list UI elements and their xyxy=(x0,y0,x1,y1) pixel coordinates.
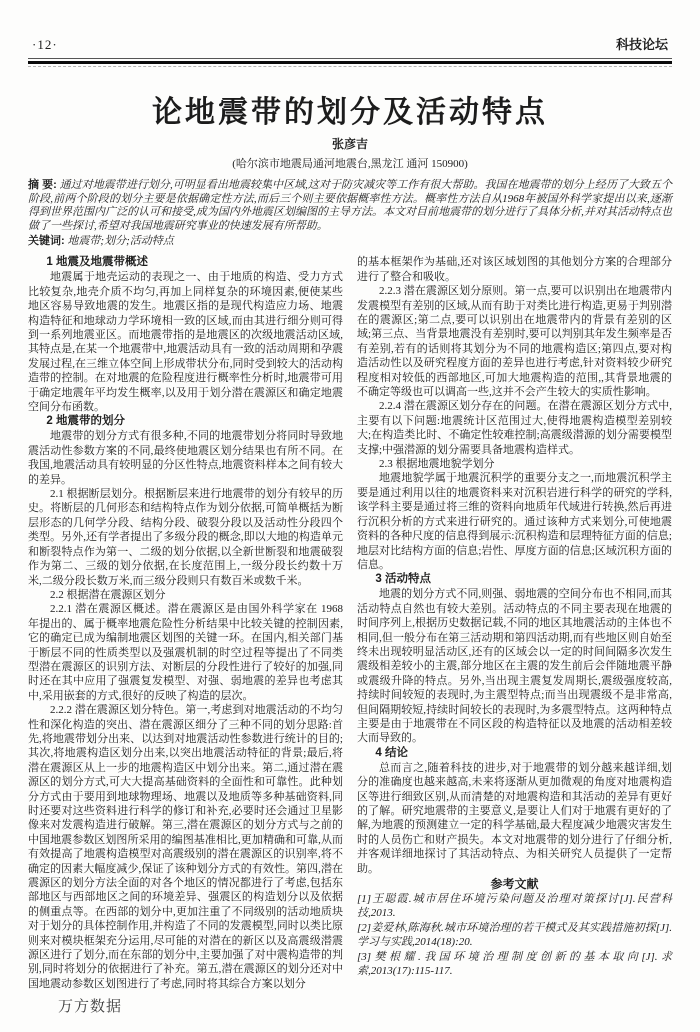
reference-item-2: [2]姜爱林,陈海秋.城市环境治理的若干模式及其实践措施初探[J].学习与实践,2014(18):20. xyxy=(357,921,672,949)
paragraph-continuation: 的基本框架作为基础,还对该区域划图的其他划分方案的合理部分进行了整合和吸收。 xyxy=(357,256,672,283)
section-heading-2: 2 地震带的划分 xyxy=(46,415,125,428)
paragraph-2-2-2: 2.2.2 潜在震源区划分特色。第一,考虑到对地震活动的不均匀性和深化构造的突出、潜在震源区细分了三种不同的划分思路:首先,将地震带划分出来、以达到对地震活动性参数进行统计的目的;其次,将地震构造区划分出来,以突出地震活动特征的背景;最后,将潜在震源区从上一步的地震构造区中划分出来。第二,通过潜在震源区的划分方式,可大大提高基础资料的全面性和可靠性。此种划分方式由于要用到地球物理场、地震以及地质等多种基础资料,同时还要对这些资料进行科学的修订和补充,必要时还会通过卫星影像来对发震构造进行破解。第三,潜在震源区的划分方式与之前的中国地震参数区划图所采用的编图基准相比,更加精确和可靠,从而有效提高了地震构造模型对高震级别的潜在震源区的识别率,将不确定的因素大幅度减少,保证了该种划分方式的有效性。第四,潜在震源区的划分方法全面的对各个地区的情况都进行了考虑,包括东部地区与西部地区之间的环境差异、强震区的构造划分以及依据的侧重点等。在西部的划分中,更加注重了不同级别的活动地质块对于划分的具体控制作用,并构造了不同的发震模型,同时以类比原则来对模块框架充分运用,尽可能的对潜在的新区以及高震级潜震源区进行了划分,而在东部的划分中,主要加强了对中震构造带的判别,同时将划分的依据进行了补充。第五,潜在震源区的划分还对中国地震动参数区划图进行了考虑,同时将其综合方案以划分 xyxy=(28,704,343,990)
references-heading: 参考文献 xyxy=(490,877,539,892)
paragraph: 地震带的划分方式有很多种,不同的地震带划分将同时导致地震活动性参数方案的不同,最终使地震区划分结果也有所不同。在我国,地震活动具有较明显的分区性特点,地震资料样本之间有较大的差异。 xyxy=(28,430,343,486)
paragraph-2-1: 2.1 根据断层划分。根据断层来进行地震带的划分有较早的历史。将断层的几何形态和结构特点作为划分依据,可简单概括为断层形态的几何学分段、结构分段、破裂分段以及活动性分段四个类型。另外,还有学者提出了多级分段的概念,即以大地的构造单元和断裂特点作为第一、二级的划分依据,以全新世断裂和地震破裂作为第二、三级的划分依据,在长度范围上,一级分段长约数十万米,二级分段长数万米,而三级分段则只有数百米或数千米。 xyxy=(28,488,343,587)
paragraph-2-2-3: 2.2.3 潜在震源区划分原则。第一点,要可以识别出在地震带内发震模型有差别的区域,从而有助于对类比进行构造,更易于判别潜在的震源区;第二点,要可以识别出在地震带内的背景有差别的区域;第三点、当背景地震没有差别时,要可以判别其年发生频率是否有差别,若有的话则将其划分为不同的地震构造区;第四点,要对构造活动性以及研究程度方面的差异也进行考虑,针对资料较少研究程度相对较低的西部地区,可加大地震构造的范围,,其背景地震的不确定等级也可以调高一些,这并不会产生较大的实质性影响。 xyxy=(357,285,672,399)
page-header xyxy=(28,34,672,58)
paragraph: 地震地貌学属于地震沉积学的重要分支之一,而地震沉积学主要是通过利用以往的地震资料来对沉积岩进行科学的研究的学科,该学科主要是通过将三维的资料向地质年代域进行转换,然后再进行沉积分析的方式来进行研究的。通过该种方式来划分,可使地震资料的各种尺度的信息得到展示:沉积构造和层理特征方面的信息;地层对比结构方面的信息;岩性、厚度方面的信息;区域沉积方面的信息。 xyxy=(357,472,672,571)
subsection-line-2-3: 2.3 根据地震地貌学划分 xyxy=(379,458,495,471)
left-column xyxy=(28,255,343,991)
abstract-label: 摘 要: xyxy=(28,179,57,191)
page-number: ·12· xyxy=(32,37,58,52)
paragraph: 地震的划分方式不同,则强、弱地震的空间分布也不相同,而其活动特点自然也有较大差别。活动特点的不同主要表现在地震的时间序列上,根据历史数据记载,不同的地区其地震活动的主体也不相同,但一般分布在第三活动期和第四活动期,而有些地区则自始至终未出现较明显活动区,还有的区域会以一定的时间间隔多次发生震级相差较小的主震,部分地区在主震的发生前后会伴随地震平静或震级升降的特点。另外,当出现主震复发周期长,震级强度较高,持续时间较短的表现时,为主震型特点;而当出现震级不是非常高,但间隔期较短,持续时间较长的表现时,为多震型特点。这两种特点主要是由于地震带在不同区段的构造特征以及地震的活动相差较大而导致的。 xyxy=(357,588,672,745)
right-column xyxy=(357,255,672,991)
author-name: 张彦吉 xyxy=(331,137,368,151)
subsection-line-2-2: 2.2 根据潜在震源区划分 xyxy=(50,588,166,601)
section-heading-4: 4 结论 xyxy=(375,746,408,759)
paragraph-2-2-4: 2.2.4 潜在震源区划分存在的问题。在潜在震源区划分方式中,主要有以下问题:地震统计区范围过大,使得地震构造模型差别较大;在构造类比时、不确定性较难控制;高震级潜源的划分需要模型支撑;中强潜源的划分需要具备地震构造样式。 xyxy=(357,400,672,456)
paragraph: 总而言之,随着科技的进步,对于地震带的划分越来越详细,划分的准确度也越来越高,未来将逐渐从更加微观的角度对地震构造区等进行细致区别,从而清楚的对地震构造和其活动的差异有更好的了解。研究地震带的主要意义,是要让人们对于地震有更好的了解,为地震的预测建立一定的科学基础,最大程度减少地震灾害发生时的人员伤亡和财产损失。本文对地震带的划分进行了仔细分析,并客观详细地探讨了其活动特点、为相关研究人员提供了一定帮助。 xyxy=(357,761,672,875)
paragraph: 地震属于地壳运动的表现之一、由于地质的构造、受力方式比较复杂,地壳介质不均匀,再加上同样复杂的环境因素,便使某些地区容易导致地震的发生。地震区指的是现代构造应力场、地震构造特征和地球动力学环境相一致的区域,而由其进行细分则可得到一系列地震亚区。而地震带指的是地震区的次级地震活动区域,其特点是,在某一个地震带中,地震活动具有一致的活动周期和孕震发展过程,在三维立体空间上形成带状分布,同时受到较大的活动构造带的控制。在对地震的危险程度进行概率性分析时,地震带可用于确定地震年平均发生概率,以及用于划分潜在震源区和确定地震空间分布函数。 xyxy=(28,271,343,414)
author-affiliation: (哈尔滨市地震局通河地震台,黑龙江 通河 150900) xyxy=(232,158,468,170)
keywords xyxy=(28,234,672,248)
header-rule-thick xyxy=(28,61,672,64)
wanfang-watermark: 万方数据 xyxy=(58,998,123,1015)
paragraph-2-2-1: 2.2.1 潜在震源区概述。潜在震源区是由国外科学家在 1968 年提出的、属于概率地震危险性分析结果中比较关键的控制因素,它的确定已成为编制地震区划图的关键一环。在国内,相关部门基于断层不同的性质类型以及强震机制的时空过程等提出了不同类型潜在震源区的识别方法、对断层的分段性进行了较好的加强,同时还在其中应用了强震复发模型、对强、弱地震的差异也考虑其中,采用嵌套的方式,很好的反映了构造的层次。 xyxy=(28,603,343,702)
abstract-text: 通过对地震带进行划分,可明显看出地震较集中区域,这对于防灾减灾等工作有很大帮助。我国在地震带的划分上经历了大致五个阶段,前两个阶段的划分主要是依据确定性方法,而后三个则主要依据概率性方法。概率性方法自从1968年被国外科学家提出以来,逐渐得到世界范围内广泛的认可和接受,成为国内外地震区划编图的主导方法。本文对目前地震带的划分进行了具体分析,并对其活动特点也做了一些探讨,希望对我国地震研究事业的快速发展有所帮助。 xyxy=(28,179,673,232)
body-columns xyxy=(28,255,672,991)
section-heading-1: 1 地震及地震带概述 xyxy=(46,256,148,269)
article-title: 论地震带的划分及活动特点 xyxy=(152,96,548,129)
reference-item-1: [1]王聪霞.城市居住环境污染问题及治理对策探讨[J].民营科技,2013. xyxy=(357,893,672,920)
keywords-text: 地震带;划分;活动特点 xyxy=(67,235,174,248)
abstract xyxy=(28,179,672,233)
header-rule-dashed xyxy=(28,66,672,67)
journal-section-label: 科技论坛 xyxy=(615,37,668,52)
section-heading-3: 3 活动特点 xyxy=(375,573,431,586)
reference-item-3: [3]樊根耀.我国环境治理制度创新的基本取向[J].求索,2013(17):115-117. xyxy=(357,950,672,978)
keywords-label: 关键词: xyxy=(28,235,65,248)
